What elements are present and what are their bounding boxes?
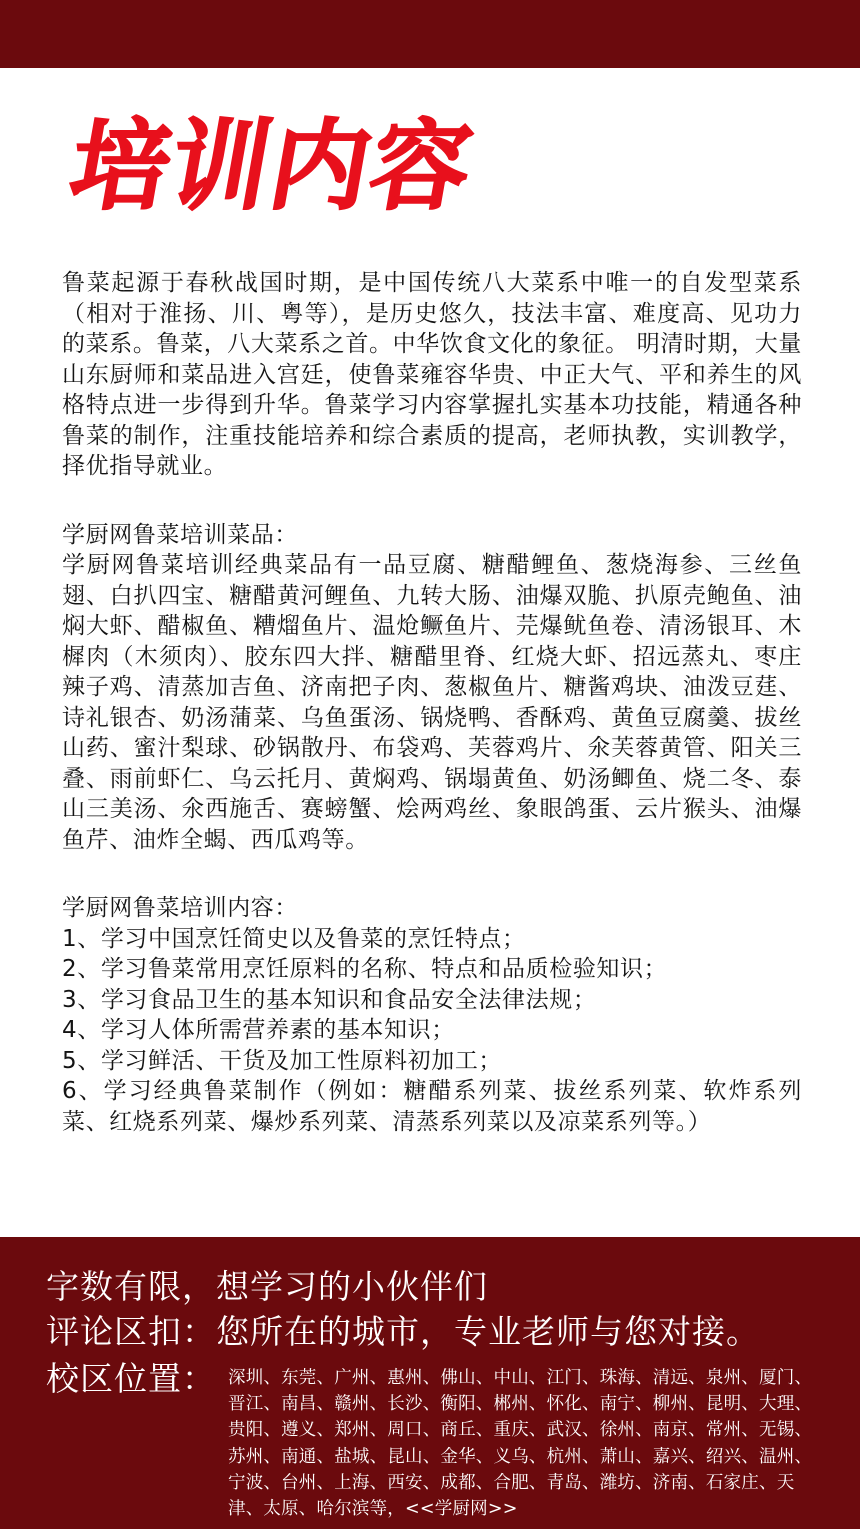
top-banner xyxy=(0,0,860,68)
course-item: 5、学习鲜活、干货及加工性原料初加工； xyxy=(62,1047,503,1074)
intro-paragraph: 鲁菜起源于春秋战国时期，是中国传统八大菜系中唯一的自发型菜系（相对于淮扬、川、粤等），是历史悠久，技法丰富、难度高、见功力的菜系。鲁菜，八大菜系之首。中华饮食文化的象征。 明清时期，大量山东厨师和菜品进入宫廷，使鲁菜雍容华贵、中正大气、平和养生的风格特点进一步得到升华。鲁菜学习内容掌握扎实基本功技能，精通各种鲁菜的制作，注重技能培养和综合素质的提高，老师执教，实训教学，择优指导就业。 xyxy=(62,270,802,479)
course-item: 1、学习中国烹饪简史以及鲁菜的烹饪特点； xyxy=(62,925,526,952)
course-item: 4、学习人体所需营养素的基本知识； xyxy=(62,1017,455,1043)
campus-list: 深圳、东莞、广州、惠州、佛山、中山、江门、珠海、清远、泉州、厦门、晋江、南昌、赣州、长沙、衡阳、郴州、怀化、南宁、柳州、昆明、大理、贵阳、遵义、郑州、周口、商丘、重庆、武汉、徐州、南京、常州、无锡、苏州、南通、盐城、昆山、金华、义乌、杭州、萧山、嘉兴、绍兴、温州、宁波、台州、上海、西安、成都、合肥、青岛、潍坊、济南、石家庄、天津、太原、哈尔滨等，<<学厨网>> xyxy=(228,1368,813,1520)
course-item: 2、学习鲁菜常用烹饪原料的名称、特点和品质检验知识； xyxy=(62,956,668,982)
spacer xyxy=(62,855,802,893)
spacer xyxy=(62,482,802,520)
footer-line-2: 评论区扣：您所在的城市，专业老师与您对接。 xyxy=(46,1312,760,1351)
course-item: 3、学习食品卫生的基本知识和食品安全法律法规； xyxy=(62,986,597,1013)
page-title: 培训内容 xyxy=(61,110,482,224)
dishes-paragraph: 学厨网鲁菜培训经典菜品有一品豆腐、糖醋鲤鱼、葱烧海参、三丝鱼翅、白扒四宝、糖醋黄河鲤鱼、九转大肠、油爆双脆、扒原壳鲍鱼、油焖大虾、醋椒鱼、糟熘鱼片、温炝鳜鱼片、芫爆鱿鱼卷、清汤银耳、木樨肉（木须肉）、胶东四大拌、糖醋里脊、红烧大虾、招远蒸丸、枣庄辣子鸡、清蒸加吉鱼、济南把子肉、葱椒鱼片、糖酱鸡块、油泼豆莛、诗礼银杏、奶汤蒲菜、乌鱼蛋汤、锅烧鸭、香酥鸡、黄鱼豆腐羹、拔丝山药、蜜汁梨球、砂锅散丹、布袋鸡、芙蓉鸡片、氽芙蓉黄管、阳关三叠、雨前虾仁、乌云托月、黄焖鸡、锅塌黄鱼、奶汤鲫鱼、烧二冬、泰山三美汤、氽西施舌、赛螃蟹、烩两鸡丝、象眼鸽蛋、云片猴头、油爆鱼芹、油炸全蝎、西瓜鸡等。 xyxy=(62,552,802,853)
course-heading: 学厨网鲁菜培训内容： xyxy=(62,895,298,921)
course-item: 6、学习经典鲁菜制作（例如：糖醋系列菜、拔丝系列菜、软炸系列菜、红烧系列菜、爆炒系列菜、清蒸系列菜以及凉菜系列等。） xyxy=(62,1078,802,1135)
footer-banner xyxy=(0,1237,860,1529)
footer-line-1: 字数有限，想学习的小伙伴们 xyxy=(46,1267,488,1306)
campus-label: 校区位置： xyxy=(46,1359,216,1398)
article-body xyxy=(62,268,802,1137)
dishes-heading: 学厨网鲁菜培训菜品： xyxy=(62,521,298,548)
